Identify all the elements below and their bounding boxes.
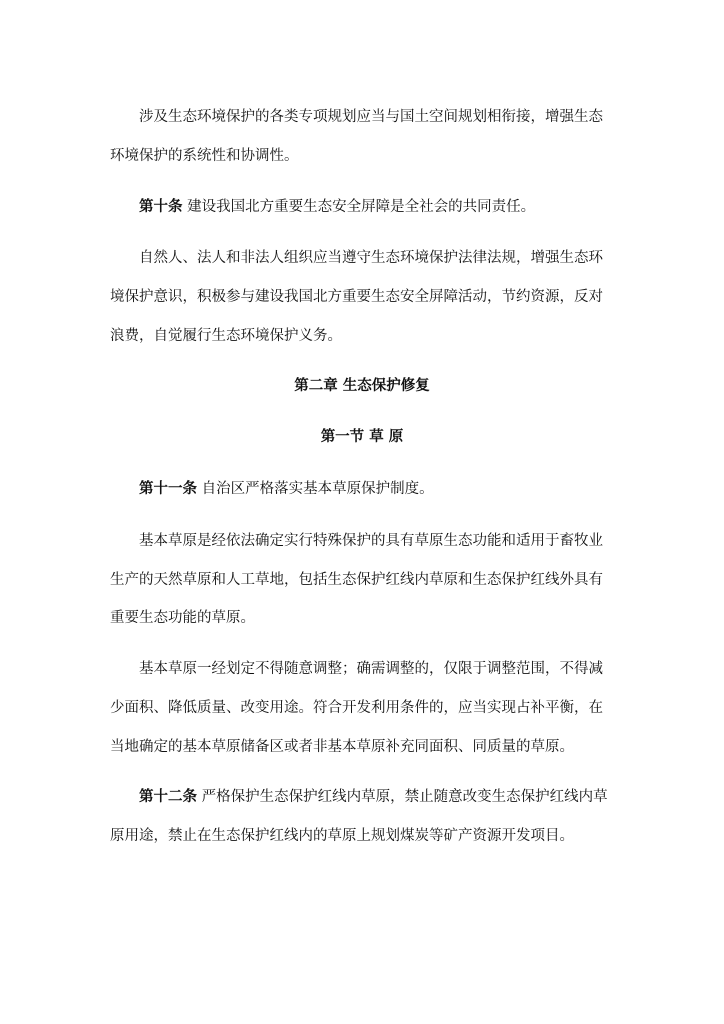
paragraph-line: 重要生态功能的草原。 xyxy=(110,610,255,626)
paragraph-line: 基本草原一经划定不得随意调整；确需调整的，仅限于调整范围，不得减 xyxy=(139,661,603,677)
article-label: 第十二条 xyxy=(139,789,197,805)
paragraph-line: 基本草原是经依法确定实行特殊保护的具有草原生态功能和适用于畜牧业 xyxy=(139,533,603,549)
paragraph-line: 原用途，禁止在生态保护红线内的草原上规划煤炭等矿产资源开发项目。 xyxy=(110,828,574,844)
paragraph-line: 涉及生态环境保护的各类专项规划应当与国土空间规划相衔接，增强生态 xyxy=(139,109,603,125)
article-text: 严格保护生态保护红线内草原，禁止随意改变生态保护红线内草 xyxy=(201,789,608,805)
article-10 xyxy=(139,197,535,217)
paragraph-line: 生产的天然草原和人工草地，包括生态保护红线内草原和生态保护红线外具有 xyxy=(110,572,603,588)
paragraph-line: 环境保护的系统性和协调性。 xyxy=(110,148,299,164)
article-label: 第十一条 xyxy=(139,481,197,497)
article-text: 自治区严格落实基本草原保护制度。 xyxy=(201,481,434,497)
paragraph-line: 境保护意识，积极参与建设我国北方重要生态安全屏障活动，节约资源，反对 xyxy=(110,289,603,305)
paragraph-line: 浪费，自觉履行生态环境保护义务。 xyxy=(110,328,342,344)
article-12 xyxy=(139,787,608,807)
paragraph-line: 当地确定的基本草原储备区或者非基本草原补充同面积、同质量的草原。 xyxy=(110,739,574,755)
section-title: 第一节 草 原 xyxy=(320,429,404,445)
article-text: 建设我国北方重要生态安全屏障是全社会的共同责任。 xyxy=(187,199,536,215)
article-label: 第十条 xyxy=(139,199,183,215)
chapter-title: 第二章 生态保护修复 xyxy=(294,378,430,394)
paragraph-line: 自然人、法人和非法人组织应当遵守生态环境保护法律法规，增强生态环 xyxy=(139,250,603,266)
article-11 xyxy=(139,479,434,499)
paragraph-line: 少面积、降低质量、改变用途。符合开发利用条件的，应当实现占补平衡，在 xyxy=(110,700,603,716)
